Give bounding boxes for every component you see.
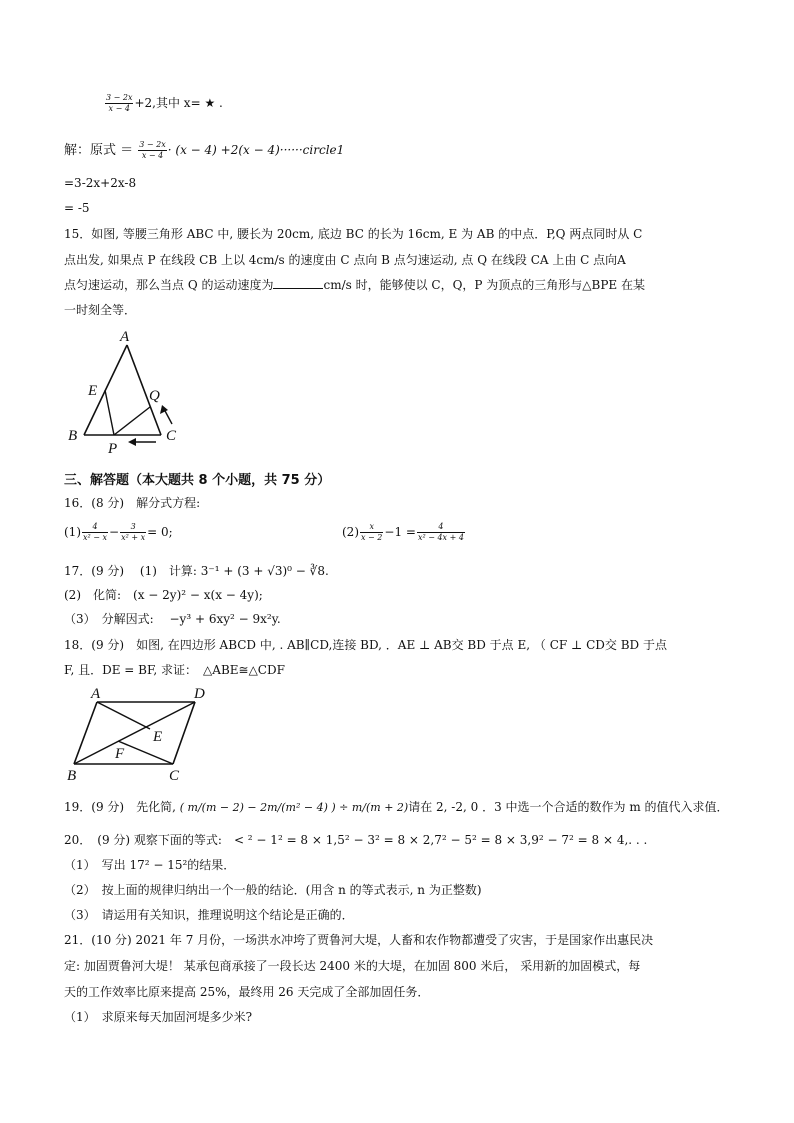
q16-p2-frac1 [360, 522, 383, 543]
label-e: E [88, 383, 98, 399]
q16-part2 [342, 522, 466, 543]
segment-pq [114, 407, 150, 435]
segment-ep [105, 390, 114, 435]
label-d: D [194, 686, 205, 702]
q15-line1: 15．如图, 等腰三角形 ABC 中, 腰长为 20cm, 底边 BC 的长为 16cm, E 为 AB 的中点．P,Q 两点同时从 C [64, 227, 643, 241]
q16-p1-frac2 [120, 522, 146, 543]
q17-line1: 17．(9 分) (1) 计算: 3⁻¹ + (3 + √3)⁰ − ∛8. [64, 564, 329, 578]
label-a: A [91, 686, 101, 702]
q16-title: 16．(8 分) 解分式方程: [64, 496, 201, 510]
q20-line2: （1） 写出 17² − 15²的结果． [64, 858, 236, 872]
q21-line2: 定: 加固贾鲁河大堤！ 某承包商承接了一段长达 2400 米的大堤，在加固 800 米后， 采用新的加固模式，每 [64, 959, 641, 973]
q14-step2: = -5 [64, 201, 90, 215]
q16-p1-tail: = 0; [147, 525, 173, 539]
label-p: P [108, 441, 118, 456]
label-e: E [153, 729, 163, 745]
q16-p2-mid: −1 = [384, 525, 416, 539]
q15-line3-end: cm/s 时，能够使以 C，Q，P 为顶点的三角形与△BPE 在某 [323, 278, 646, 292]
segment-cf [118, 741, 173, 764]
frac-denominator: x − 4 [141, 151, 164, 160]
q14-expression [104, 93, 223, 114]
q14-solution-label: 解：原式 ＝ [64, 143, 134, 158]
q18-line1: 18．(9 分) 如图, 在四边形 ABCD 中, . AB∥CD,连接 BD, ．AE ⊥ AB交 BD 于点 E, （ CF ⊥ CD交 BD 于点 [64, 638, 667, 652]
frac-numerator: 4 [417, 522, 465, 533]
q16-part1 [64, 522, 173, 543]
label-c: C [169, 768, 180, 783]
frac-numerator: 3 − 2x [106, 93, 133, 102]
q15-triangle-figure [62, 326, 192, 456]
q15-line3-start: 点匀速运动，那么当点 Q 的运动速度为 [64, 278, 274, 292]
frac-denominator: x − 2 [361, 533, 383, 542]
frac-numerator: 3 − 2x [139, 140, 166, 149]
q20-line1: 20． (9 分) 观察下面的等式: < ² − 1² = 8 × 1,5² − 3² = 8 × 2,7² − 5² = 8 × 3,9² − 7² = 8 × 4,. . . [64, 833, 648, 847]
q16-p1-operator: − [109, 525, 120, 539]
segment-ae [97, 702, 150, 729]
q16-part2-label: (2) [342, 525, 359, 539]
section3-heading: 三、解答题（本大题共 8 个小题，共 75 分） [64, 473, 331, 488]
q17-line2: (2) 化简: (x − 2y)² − x(x − 4y); [64, 588, 263, 602]
label-b: B [67, 768, 77, 783]
q14-solution-line [64, 139, 344, 161]
q17-line3: （3） 分解因式: −y³ + 6xy² − 9x²y. [64, 612, 281, 626]
q16-part1-label: (1) [64, 525, 81, 539]
q14-solution-tail: · (x − 4) +2(x − 4)······circle1 [167, 143, 345, 157]
q21-line4: （1） 求原来每天加固河堤多少米? [64, 1010, 253, 1024]
q19-line [64, 798, 729, 815]
label-b: B [68, 428, 78, 444]
q21-line3: 天的工作效率比原来提高 25%，最终用 26 天完成了全部加固任务． [64, 985, 430, 999]
q15-line3 [64, 276, 645, 293]
q14-solution-fraction [138, 140, 166, 161]
label-f: F [115, 746, 125, 762]
q21-line1: 21．(10 分) 2021 年 7 月份，一场洪水冲垮了贾鲁河大堤，人畜和农作物都遭受了灾害，于是国家作出惠民决 [64, 933, 654, 947]
arrow-q-head [160, 405, 168, 414]
q19-expression: ( m/(m − 2) − 2m/(m² − 4) ) ÷ m/(m + 2) [179, 801, 409, 814]
frac-numerator: 3 [120, 522, 146, 533]
q16-p1-frac1 [82, 522, 108, 543]
label-a: A [120, 329, 130, 345]
q18-quadrilateral-figure [62, 683, 222, 783]
q19-prefix: 19．(9 分) 先化简, [64, 800, 176, 814]
q15-answer-blank [273, 276, 323, 289]
q14-fraction [105, 93, 133, 114]
frac-denominator: x² − 4x + 4 [417, 533, 464, 542]
frac-numerator: x [360, 522, 383, 533]
label-c: C [166, 428, 177, 444]
q15-line4: 一时刻全等． [64, 303, 137, 317]
q16-p2-frac2 [417, 522, 465, 543]
label-q: Q [149, 388, 160, 404]
q20-line3: （2） 按上面的规律归纳出一个一般的结论．(用含 n 的等式表示, n 为正整数) [64, 883, 482, 897]
q20-line4: （3） 请运用有关知识，推理说明这个结论是正确的． [64, 908, 354, 922]
arrow-p-head [128, 438, 136, 446]
frac-denominator: x² − x [83, 533, 108, 542]
frac-denominator: x − 4 [108, 104, 130, 113]
q19-suffix: 请在 2, -2, 0 ．3 中选一个合适的数作为 m 的值代入求值． [408, 800, 729, 814]
frac-denominator: x² + x [121, 533, 146, 542]
frac-numerator: 4 [82, 522, 108, 533]
q14-expr-tail: +2,其中 x= ★ . [134, 96, 223, 110]
q18-line2: F, 且．DE = BF, 求证： △ABE≅△CDF [64, 663, 285, 677]
q14-step1: =3-2x+2x-8 [64, 176, 137, 190]
q15-line2: 点出发, 如果点 P 在线段 CB 上以 4cm/s 的速度由 C 点向 B 点匀速运动, 点 Q 在线段 CA 上由 C 点向A [64, 253, 626, 267]
